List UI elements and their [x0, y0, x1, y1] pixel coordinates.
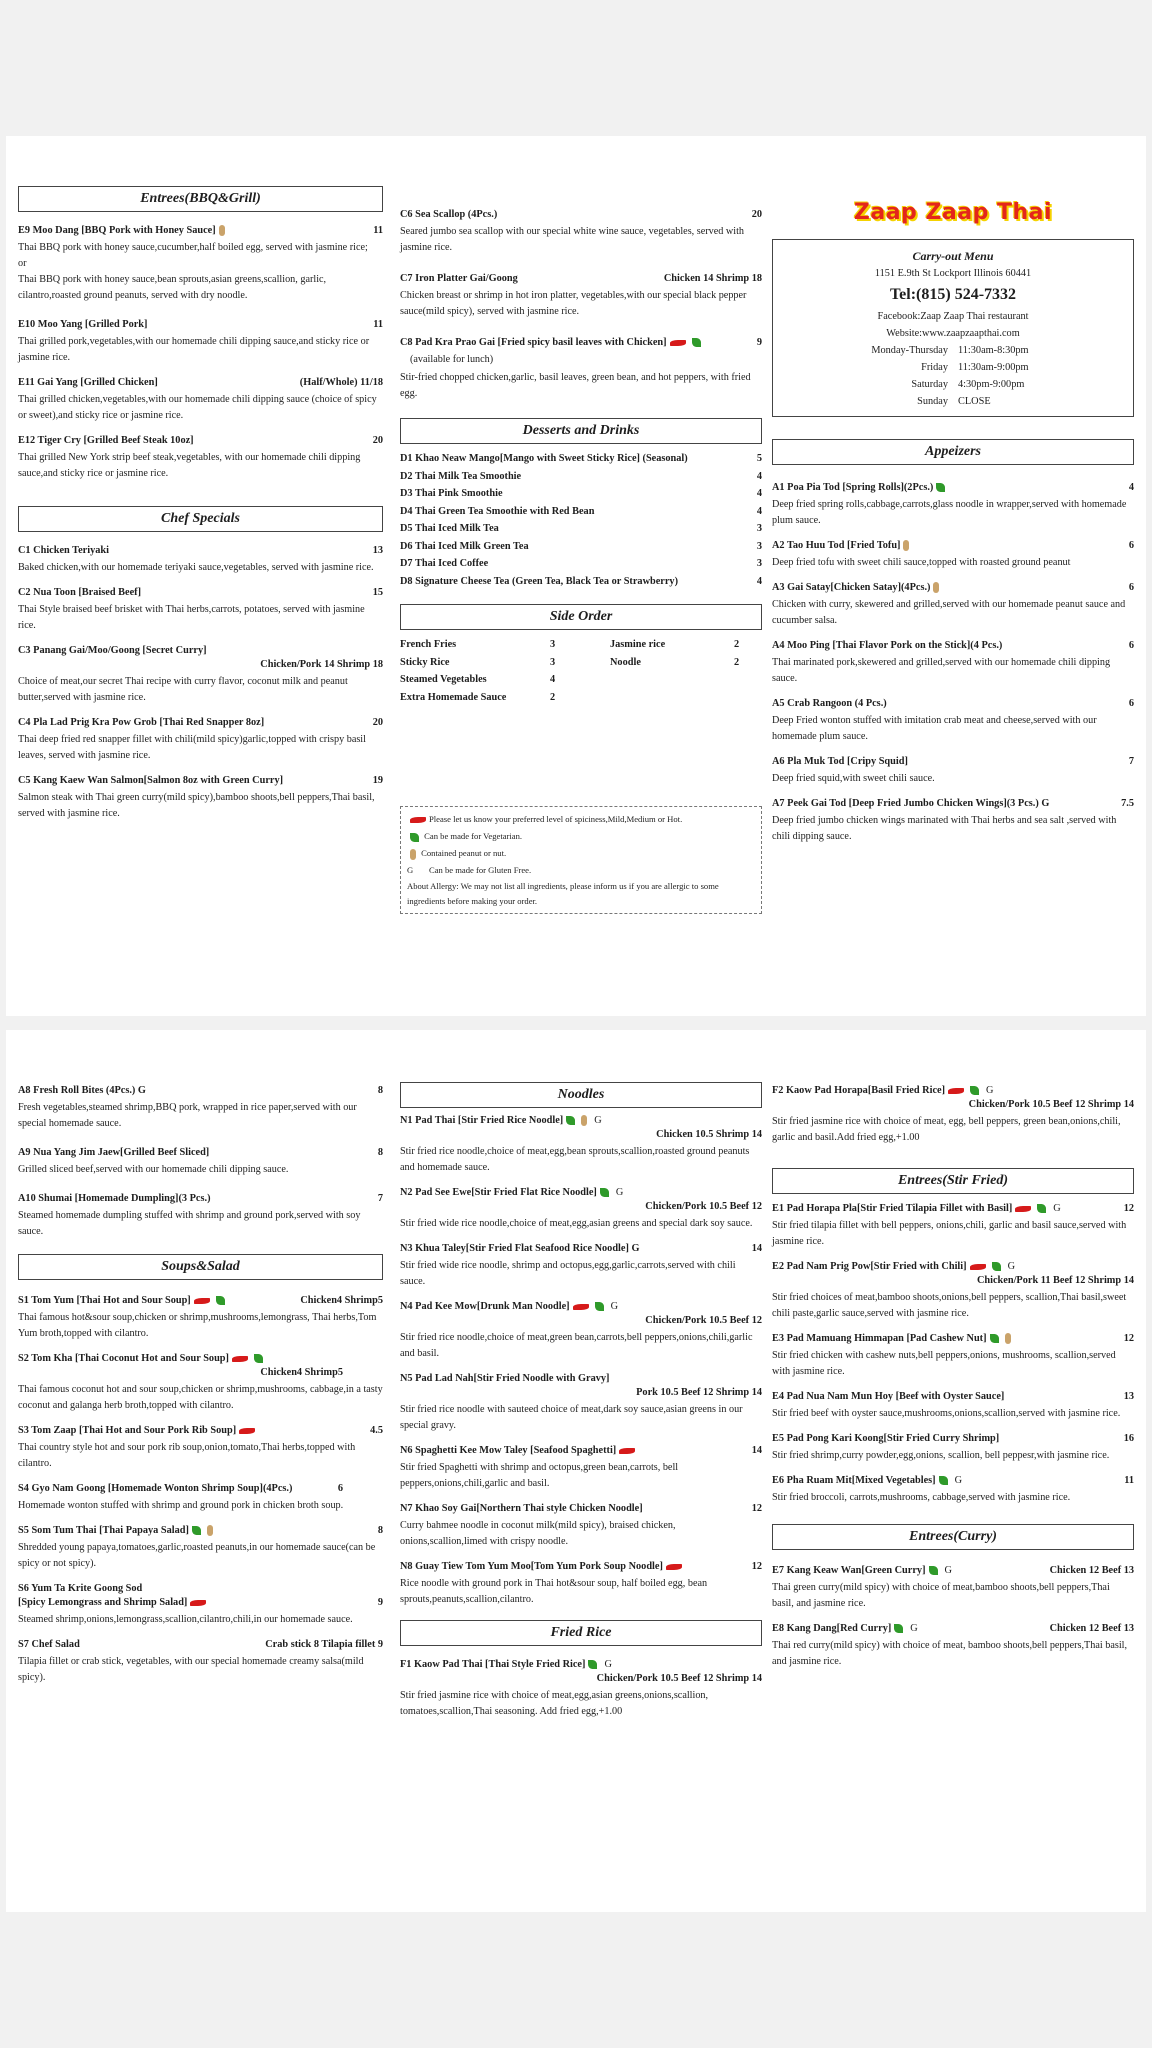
vegetarian-leaf-icon: [990, 1334, 999, 1343]
menu-item: E7 Kang Keaw Wan[Green Curry] G Chicken 12 Beef 13 Thai green curry(mild spicy) with choice of meat,bamboo shoots,bell peppers,Thai basil, and jasmine rice.: [772, 1565, 1134, 1609]
vegetarian-leaf-icon: [992, 1262, 1001, 1271]
section-title-curry: Entrees(Curry): [772, 1524, 1134, 1550]
vegetarian-leaf-icon: [216, 1296, 225, 1305]
vegetarian-leaf-icon: [970, 1086, 979, 1095]
menu-item: E1 Pad Horapa Pla[Stir Fried Tilapia Fillet with Basil] G 12 Stir fried tilapia fillet with bell peppers, onions,chili, garlic and basil sauce,served with jasmine rice.: [772, 1203, 1134, 1247]
vegetarian-leaf-icon: [692, 338, 701, 347]
carry-out-title: Carry-out Menu: [912, 249, 994, 263]
section-title-soups-salad: Soups&Salad: [18, 1254, 383, 1280]
phone-number: Tel:(815) 524-7332: [889, 286, 1017, 303]
gluten-free-mark: G: [910, 1623, 918, 1634]
section-title-chef-specials: Chef Specials: [18, 506, 383, 532]
vegetarian-leaf-icon: [566, 1116, 575, 1125]
website: Website:www.zaapzaapthai.com: [886, 328, 1020, 339]
gluten-free-mark: G: [407, 865, 414, 875]
vegetarian-leaf-icon: [595, 1302, 604, 1311]
section-title-stir-fried: Entrees(Stir Fried): [772, 1168, 1134, 1194]
chili-pepper-icon: [194, 1298, 210, 1304]
list-item: Steamed Vegetables 4: [400, 674, 556, 685]
gluten-free-mark: G: [604, 1659, 612, 1670]
vegetarian-leaf-icon: [936, 483, 945, 492]
gluten-free-mark: G: [944, 1565, 952, 1576]
menu-item: A9 Nua Yang Jim Jaew[Grilled Beef Sliced] 8 Grilled sliced beef,served with our homemade chili dipping sauce.: [18, 1147, 383, 1175]
menu-item: A10 Shumai [Homemade Dumpling](3 Pcs.) 7 Steamed homemade dumpling stuffed with shrimp and ground pork,served with soy sauce.: [18, 1193, 383, 1237]
address: 1151 E.9th St Lockport Illinois 60441: [874, 268, 1032, 279]
section-title-fried-rice: Fried Rice: [400, 1620, 762, 1646]
vegetarian-leaf-icon: [410, 833, 419, 842]
restaurant-info-box: [772, 239, 1134, 417]
gluten-free-mark: G: [1053, 1203, 1061, 1214]
menu-item: E10 Moo Yang [Grilled Pork] 11 Thai grilled pork,vegetables,with our homemade chili dipping sauce,and sticky rice or jasmine rice.: [18, 319, 383, 363]
gluten-free-mark: G: [954, 1475, 963, 1486]
peanut-icon: [933, 582, 939, 593]
vegetarian-leaf-icon: [939, 1476, 948, 1485]
section-title-side-order: Side Order: [400, 604, 762, 630]
gluten-free-mark: G: [615, 1187, 624, 1198]
menu-page-1: [6, 136, 1146, 1016]
menu-item: A6 Pla Muk Tod [Cripy Squid] 7 Deep fried squid,with sweet chili sauce.: [772, 756, 1134, 784]
list-item: D5 Thai Iced Milk Tea 3: [400, 523, 762, 534]
vegetarian-leaf-icon: [192, 1526, 201, 1535]
peanut-icon: [219, 225, 225, 236]
legend-notes: Please let us know your preferred level of spiciness,Mild,Medium or Hot. Can be made for Vegetarian. Contained peanut or nut. G Can be made for Gluten Free. About Allergy: We may not list all ingredients, please inform us if you are allergic to some ingredients before making your order.: [400, 806, 762, 914]
page2-column-1: [18, 1084, 383, 1696]
menu-item: S1 Tom Yum [Thai Hot and Sour Soup] Chicken4 Shrimp5 Thai famous hot&sour soup,chicken or shrimp,mushrooms,lemongrass, Thai herbs,Tom Yum broth,topped with cilantro.: [18, 1295, 383, 1339]
menu-item: S2 Tom Kha [Thai Coconut Hot and Sour Soup] Chicken4 Shrimp5 Thai famous coconut hot and sour soup,chicken or shrimp,mushrooms, cabbage,in a tasty coconut and galanga herb broth,topped with cilantro.: [18, 1353, 383, 1411]
menu-item: C6 Sea Scallop (4Pcs.) 20 Seared jumbo sea scallop with our special white wine sauce, vegetables, served with jasmine rice.: [400, 209, 762, 253]
peanut-icon: [903, 540, 909, 551]
vegetarian-leaf-icon: [894, 1624, 903, 1633]
page1-column-1: [18, 186, 383, 832]
menu-item: A2 Tao Huu Tod [Fried Tofu] 6 Deep fried tofu with sweet chili sauce,topped with roasted ground peanut: [772, 540, 1134, 568]
vegetarian-leaf-icon: [254, 1354, 263, 1363]
menu-item: C2 Nua Toon [Braised Beef] 15 Thai Style braised beef brisket with Thai herbs,carrots, potatoes, served with jasmine rice.: [18, 587, 383, 631]
menu-item: A4 Moo Ping [Thai Flavor Pork on the Stick](4 Pcs.) 6 Thai marinated pork,skewered and grilled,served with our homemade chili dipping sauce.: [772, 640, 1134, 684]
menu-item: N8 Guay Tiew Tom Yum Moo[Tom Yum Pork Soup Noodle] 12 Rice noodle with ground pork in Thai hot&sour soup, half boiled egg, bean sprouts,peanuts,scallion,cilantro.: [400, 1561, 762, 1605]
list-item: D4 Thai Green Tea Smoothie with Red Bean 4: [400, 505, 762, 517]
section-title-bbq: Entrees(BBQ&Grill): [18, 186, 383, 212]
menu-item: E4 Pad Nua Nam Mun Hoy [Beef with Oyster Sauce] 13 Stir fried beef with oyster sauce,mushrooms,onions,scallion,served with jasmine rice.: [772, 1391, 1134, 1419]
chili-pepper-icon: [670, 340, 686, 346]
gluten-free-mark: G: [986, 1085, 994, 1096]
menu-item: E5 Pad Pong Kari Koong[Stir Fried Curry Shrimp] 16 Stir fried shrimp,curry powder,egg,onions, scallion, bell peppesr,with jasmine rice.: [772, 1433, 1134, 1461]
menu-item: E11 Gai Yang [Grilled Chicken] (Half/Whole) 11/18 Thai grilled chicken,vegetables,with our homemade chili dipping sauce (choice of spicy or sweet),and sticky rice or jasmine rice.: [18, 377, 383, 421]
gluten-free-mark: G: [610, 1301, 619, 1312]
chili-pepper-icon: [970, 1264, 986, 1270]
menu-item: S5 Som Tum Thai [Thai Papaya Salad] 8 Shredded young papaya,tomatoes,garlic,roasted peanuts,in our homemade sauce(can be spicy or not spicy).: [18, 1525, 383, 1569]
menu-item: A5 Crab Rangoon (4 Pcs.) 6 Deep Fried wonton stuffed with imitation crab meat and cheese,served with our homemade plum sauce.: [772, 698, 1134, 742]
menu-item: N7 Khao Soy Gai[Northern Thai style Chicken Noodle] 12 Curry bahmee noodle in coconut milk(mild spicy), braised chicken, onions,scallion,limed with crispy noodle.: [400, 1503, 762, 1547]
menu-item: C5 Kang Kaew Wan Salmon[Salmon 8oz with Green Curry] 19 Salmon steak with Thai green curry(mild spicy),bamboo shoots,bell peppers,Thai basil, served with jasmine rice.: [18, 775, 383, 819]
menu-item: F2 Kaow Pad Horapa[Basil Fried Rice] G Chicken/Pork 10.5 Beef 12 Shrimp 14 Stir fried jasmine rice with choice of meat, egg, bell peppers, green bean,onions,chili, garlic and basil.Add fried egg,+1.00: [772, 1085, 1134, 1143]
gluten-free-mark: G: [1007, 1261, 1016, 1272]
menu-item: N2 Pad See Ewe[Stir Fried Flat Rice Noodle] G Chicken/Pork 10.5 Beef 12 Stir fried wide rice noodle,choice of meat,egg,asian greens and special dark soy sauce.: [400, 1187, 762, 1229]
business-hours: Monday-Thursday 11:30am-8:30pm Friday 11:30am-9:00pm Saturday 4:30pm-9:00pm Sunday CLOSE: [871, 345, 1029, 407]
page1-column-2: [400, 208, 762, 914]
list-item: D2 Thai Milk Tea Smoothie 4: [400, 470, 762, 482]
drinks-list: [400, 450, 762, 590]
chili-pepper-icon: [410, 817, 426, 823]
menu-item: E3 Pad Mamuang Himmapan [Pad Cashew Nut] 12 Stir fried chicken with cashew nuts,bell peppers,onions, mushrooms, scallion,served with jasmine rice.: [772, 1333, 1134, 1377]
gluten-free-mark: G: [594, 1115, 602, 1126]
menu-item: E8 Kang Dang[Red Curry] G Chicken 12 Beef 13 Thai red curry(mild spicy) with choice of meat, bamboo shoots,bell peppers,Thai basil, and jasmine rice.: [772, 1623, 1134, 1667]
menu-item: S3 Tom Zaap [Thai Hot and Sour Pork Rib Soup] 4.5 Thai country style hot and sour pork rib soup,onion,tomato,Thai herbs,topped with cilantro.: [18, 1425, 383, 1469]
page2-column-3: [772, 1084, 1134, 1680]
list-item: D6 Thai Iced Milk Green Tea 3: [400, 540, 762, 552]
peanut-icon: [1005, 1333, 1011, 1344]
page1-column-3: [772, 196, 1134, 855]
menu-item: N5 Pad Lad Nah[Stir Fried Noodle with Gravy] Pork 10.5 Beef 12 Shrimp 14 Stir fried rice noodle with sauteed choice of meat,dark soy sauce,asian greens in our special gravy.: [400, 1373, 762, 1431]
menu-item: S6 Yum Ta Krite Goong Sod [Spicy Lemongrass and Shrimp Salad] 9 Steamed shrimp,onions,lemongrass,scallion,cilantro,chili,in our homemade sauce.: [18, 1583, 383, 1625]
chili-pepper-icon: [232, 1356, 248, 1362]
list-item: Sticky Rice 3 Noodle 2: [400, 656, 740, 668]
list-item: D3 Thai Pink Smoothie 4: [400, 488, 762, 499]
chili-pepper-icon: [619, 1448, 635, 1454]
peanut-icon: [581, 1115, 587, 1126]
list-item: Extra Homemade Sauce 2: [400, 691, 556, 703]
vegetarian-leaf-icon: [929, 1566, 938, 1575]
vegetarian-leaf-icon: [588, 1660, 597, 1669]
menu-item: A7 Peek Gai Tod [Deep Fried Jumbo Chicken Wings](3 Pcs.) G 7.5 Deep fried jumbo chicken wings marinated with Thai herbs and sea salt ,served with chili dipping sauce.: [772, 798, 1134, 842]
menu-item: N4 Pad Kee Mow[Drunk Man Noodle] G Chicken/Pork 10.5 Beef 12 Stir fried rice noodle,choice of meat,green bean,carrots,bell peppers,onions,chili,garlic and basil.: [400, 1301, 762, 1359]
vegetarian-leaf-icon: [1037, 1204, 1046, 1213]
menu-item: N1 Pad Thai [Stir Fried Rice Noodle] G Chicken 10.5 Shrimp 14 Stir fried rice noodle,choice of meat,egg,bean sprouts,scallion,roasted ground peanuts and homemade sauce.: [400, 1115, 762, 1173]
menu-item: C3 Panang Gai/Moo/Goong [Secret Curry] Chicken/Pork 14 Shrimp 18 Choice of meat,our secret Thai recipe with curry flavor, coconut milk and peanut butter,served with jasmine rice.: [18, 645, 383, 703]
chili-pepper-icon: [948, 1088, 964, 1094]
peanut-icon: [410, 849, 416, 860]
chili-pepper-icon: [190, 1600, 206, 1606]
menu-item: E9 Moo Dang [BBQ Pork with Honey Sauce] 11 Thai BBQ pork with honey sauce,cucumber,half boiled egg, served with jasmine rice; or Thai BBQ pork with honey sauce,bean sprouts,asian greens,scallion, garlic, cilantro,roasted ground peanuts, served with dry noodle.: [18, 225, 383, 301]
section-title-desserts-drinks: Desserts and Drinks: [400, 418, 762, 444]
chili-pepper-icon: [1015, 1206, 1031, 1212]
side-order-list: [400, 636, 762, 706]
section-title-appetizers: Appeizers: [772, 439, 1134, 465]
section-title-noodles: Noodles: [400, 1082, 762, 1108]
menu-item: E12 Tiger Cry [Grilled Beef Steak 10oz] 20 Thai grilled New York strip beef steak,vegetables, with our homemade chili dipping sauce,and sticky rice or jasmine rice.: [18, 435, 383, 479]
menu-item: A8 Fresh Roll Bites (4Pcs.) G 8 Fresh vegetables,steamed shrimp,BBQ pork, wrapped in rice paper,served with our special homemade sauce.: [18, 1085, 383, 1129]
menu-item: A1 Poa Pia Tod [Spring Rolls](2Pcs.) 4 Deep fried spring rolls,cabbage,carrots,glass noodle in wrapper,served with homemade plum sauce.: [772, 482, 1134, 526]
chili-pepper-icon: [239, 1428, 255, 1434]
menu-item: E2 Pad Nam Prig Pow[Stir Fried with Chili] G Chicken/Pork 11 Beef 12 Shrimp 14 Stir fried choices of meat,bamboo shoots,onions,bell peppers, scallion,Thai basil,sweet chili paste,garlic sauce,served with jasmine rice.: [772, 1261, 1134, 1319]
menu-item: C1 Chicken Teriyaki 13 Baked chicken,with our homemade teriyaki sauce,vegetables, served with jasmine rice.: [18, 545, 383, 573]
menu-item: C4 Pla Lad Prig Kra Pow Grob [Thai Red Snapper 8oz] 20 Thai deep fried red snapper fillet with chili(mild spicy)garlic,topped with crispy basil leaves, served with jasmine rice.: [18, 717, 383, 761]
menu-item: F1 Kaow Pad Thai [Thai Style Fried Rice] G Chicken/Pork 10.5 Beef 12 Shrimp 14 Stir fried jasmine rice with choice of meat,egg,asian greens,onions,scallion, tomatoes,scallion,Thai seasoning. Add fried egg,+1.00: [400, 1659, 762, 1717]
list-item: French Fries 3 Jasmine rice 2: [400, 639, 740, 650]
page2-column-2: [400, 1082, 762, 1730]
facebook: Facebook:Zaap Zaap Thai restaurant: [877, 311, 1029, 322]
vegetarian-leaf-icon: [600, 1188, 609, 1197]
list-item: D7 Thai Iced Coffee 3: [400, 558, 762, 569]
menu-item: N3 Khua Taley[Stir Fried Flat Seafood Rice Noodle] G 14 Stir fried wide rice noodle, shrimp and octopus,egg,garlic,carrots,served with chili sauce.: [400, 1243, 762, 1287]
menu-item: S7 Chef Salad Crab stick 8 Tilapia fillet 9 Tilapia fillet or crab stick, vegetables, with our special homemade creamy salsa(mild spicy).: [18, 1639, 383, 1683]
restaurant-logo: Zaap Zaap Thai: [853, 200, 1053, 225]
list-item: D8 Signature Cheese Tea (Green Tea, Black Tea or Strawberry) 4: [400, 575, 762, 587]
menu-item: N6 Spaghetti Kee Mow Taley [Seafood Spaghetti] 14 Stir fried Spaghetti with shrimp and octopus,green bean,carrots, bell peppers,onions,chili,garlic and basil.: [400, 1445, 762, 1489]
menu-item: E6 Pha Ruam Mit[Mixed Vegetables] G 11 Stir fried broccoli, carrots,mushrooms, cabbage,served with jasmine rice.: [772, 1475, 1134, 1503]
chili-pepper-icon: [573, 1304, 589, 1310]
menu-item: C7 Iron Platter Gai/Goong Chicken 14 Shrimp 18 Chicken breast or shrimp in hot iron platter, vegetables,with our special black pepper sauce(mild spicy), served with jasmine rice.: [400, 273, 762, 317]
menu-item: A3 Gai Satay[Chicken Satay](4Pcs.) 6 Chicken with curry, skewered and grilled,served with our homemade peanut sauce and cucumber salsa.: [772, 582, 1134, 626]
list-item: D1 Khao Neaw Mango[Mango with Sweet Sticky Rice] (Seasonal) 5: [400, 453, 762, 464]
menu-item: C8 Pad Kra Prao Gai [Fried spicy basil leaves with Chicken] 9 (available for lunch) Stir-fried chopped chicken,garlic, basil leaves, green bean, and hot peppers, with fried egg.: [400, 337, 762, 399]
peanut-icon: [207, 1525, 213, 1536]
menu-item: S4 Gyo Nam Goong [Homemade Wonton Shrimp Soup](4Pcs.) 6 Homemade wonton stuffed with shrimp and ground pork in chicken broth soup.: [18, 1483, 344, 1511]
chili-pepper-icon: [666, 1564, 682, 1570]
menu-page-2: [6, 1030, 1146, 1912]
